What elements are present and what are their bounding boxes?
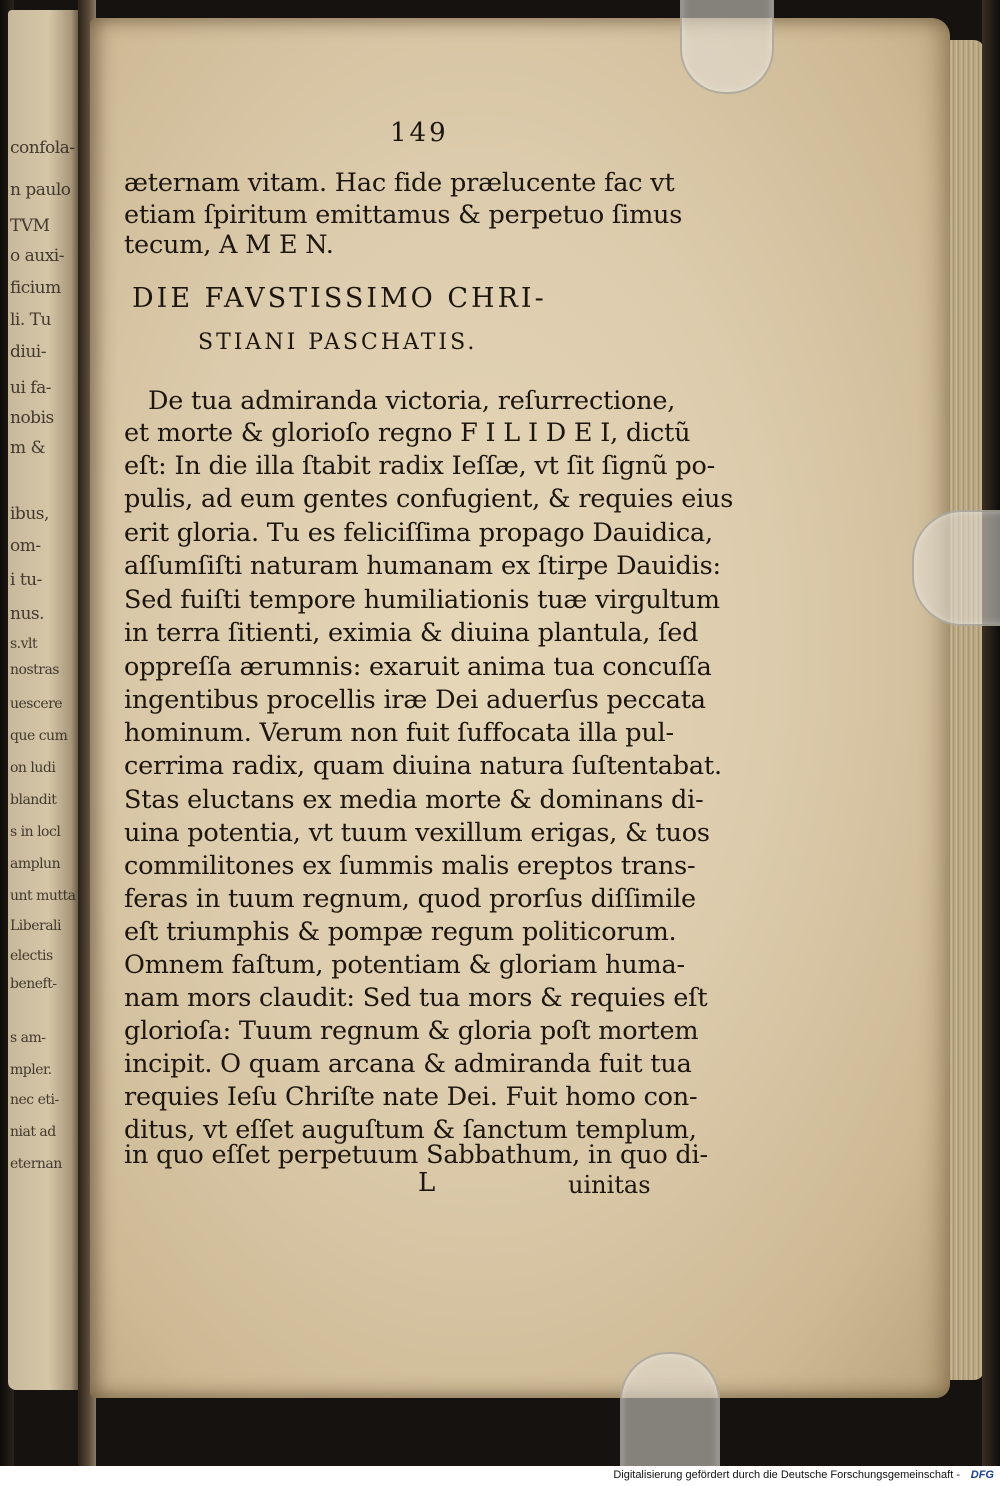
- body-line: aſſumſiſti naturam humanam ex ſtirpe Dauidis:: [124, 551, 721, 581]
- body-line: ditus, vt eſſet auguſtum & ſanctum templum,: [124, 1115, 697, 1145]
- body-line: nam mors claudit: Sed tua mors & requies eſt: [124, 983, 708, 1013]
- catchword: uinitas: [568, 1171, 651, 1199]
- left-page-line: ui fa-: [10, 378, 51, 398]
- left-page-line: s.vlt: [10, 636, 38, 652]
- left-page-line: li. Tu: [10, 310, 51, 330]
- glass-clip-top: [680, 0, 774, 94]
- section-heading: DIE FAVSTISSIMO CHRI-: [132, 283, 547, 314]
- left-page-line: i tu-: [10, 570, 42, 590]
- left-page-line: nus.: [10, 604, 45, 624]
- body-line: pulis, ad eum gentes confugient, & requies eius: [124, 484, 734, 514]
- body-line: Omnem faſtum, potentiam & gloriam huma-: [124, 950, 685, 980]
- left-page-line: Liberali: [10, 918, 62, 934]
- left-page-line: que cum: [10, 728, 68, 744]
- left-page-line: niat ad: [10, 1124, 56, 1140]
- body-line: glorioſa: Tuum regnum & gloria poſt mortem: [124, 1016, 699, 1046]
- intro-line: tecum, A M E N.: [124, 230, 334, 260]
- body-line: eſt: In die illa ſtabit radix Ieſſæ, vt ſit ſignũ po-: [124, 451, 716, 481]
- body-line: hominum. Verum non fuit ſuffocata illa pul-: [124, 718, 674, 748]
- body-line: feras in tuum regnum, quod prorſus diſſimile: [124, 884, 696, 914]
- left-page-line: ficium: [10, 278, 61, 298]
- body-line: ingentibus procellis iræ Dei aduerſus peccata: [124, 685, 706, 715]
- body-line: Sed fuiſti tempore humiliationis tuæ virgultum: [124, 585, 720, 615]
- left-page-line: mpler.: [10, 1062, 52, 1078]
- left-page-line: amplun: [10, 856, 61, 872]
- intro-line: etiam ſpiritum emittamus & perpetuo ſimus: [124, 200, 683, 230]
- left-page-line: eternan: [10, 1156, 62, 1172]
- left-page-line: nec eti-: [10, 1092, 59, 1108]
- body-line: Stas eluctans ex media morte & dominans di-: [124, 785, 704, 815]
- glass-clip-bottom: [620, 1352, 720, 1476]
- left-page-line: on ludi: [10, 760, 56, 776]
- left-page-line: electis: [10, 948, 53, 964]
- glass-clip-right: [912, 510, 1000, 626]
- body-line: cerrima radix, quam diuina natura ſuſtentabat.: [124, 751, 722, 781]
- intro-line: æternam vitam. Hac fide prælucente fac vt: [124, 168, 675, 198]
- left-page-line: beneft-: [10, 976, 57, 992]
- body-line: et morte & glorioſo regno F I L I D E I, dictũ: [124, 418, 691, 448]
- left-page-line: nostras: [10, 662, 59, 678]
- body-line: uina potentia, vt tuum vexillum erigas, & tuos: [124, 818, 710, 848]
- body-line: in terra ſitienti, eximia & diuina plantula, ſed: [124, 618, 699, 648]
- body-line: requies Ieſu Chriſte nate Dei. Fuit homo con-: [124, 1082, 698, 1112]
- previous-page-fragment: [8, 10, 82, 1390]
- body-line: De tua admiranda victoria, reſurrectione,: [148, 386, 676, 416]
- body-line: erit gloria. Tu es feliciſſima propago Dauidica,: [124, 518, 713, 548]
- left-page-line: confola-: [10, 138, 75, 158]
- funding-credit: Digitalisierung gefördert durch die Deutsche Forschungsgemeinschaft -: [613, 1469, 960, 1481]
- left-page-line: m &: [10, 438, 46, 458]
- body-line: oppreſſa ærumnis: exaruit anima tua concuſſa: [124, 652, 712, 682]
- digitization-credit-bar: [0, 1466, 1000, 1486]
- left-page-line: uescere: [10, 696, 63, 712]
- body-line: eſt triumphis & pompæ regum politicorum.: [124, 917, 677, 947]
- left-page-line: n paulo: [10, 180, 71, 200]
- left-page-line: s am-: [10, 1030, 46, 1046]
- signature-mark: L: [418, 1168, 436, 1198]
- left-page-line: nobis: [10, 408, 54, 428]
- left-page-line: blandit: [10, 792, 57, 808]
- body-line: in quo eſſet perpetuum Sabbathum, in quo di-: [124, 1140, 708, 1170]
- left-page-line: TVM: [10, 216, 50, 236]
- book-edge-shadow: [982, 0, 1000, 1486]
- dfg-logo: DFG: [970, 1469, 994, 1481]
- left-page-line: ibus,: [10, 504, 49, 524]
- body-line: commilitones ex ſummis malis ereptos trans-: [124, 851, 696, 881]
- body-line: incipit. O quam arcana & admiranda fuit tua: [124, 1049, 692, 1079]
- left-page-line: om-: [10, 536, 41, 556]
- left-page-line: o auxi-: [10, 246, 64, 266]
- section-heading-continued: STIANI PASCHATIS.: [198, 330, 478, 355]
- left-page-line: s in locl: [10, 824, 61, 840]
- left-page-line: unt mutta: [10, 888, 76, 904]
- page-number: 149: [390, 118, 449, 148]
- left-page-line: diui-: [10, 342, 46, 362]
